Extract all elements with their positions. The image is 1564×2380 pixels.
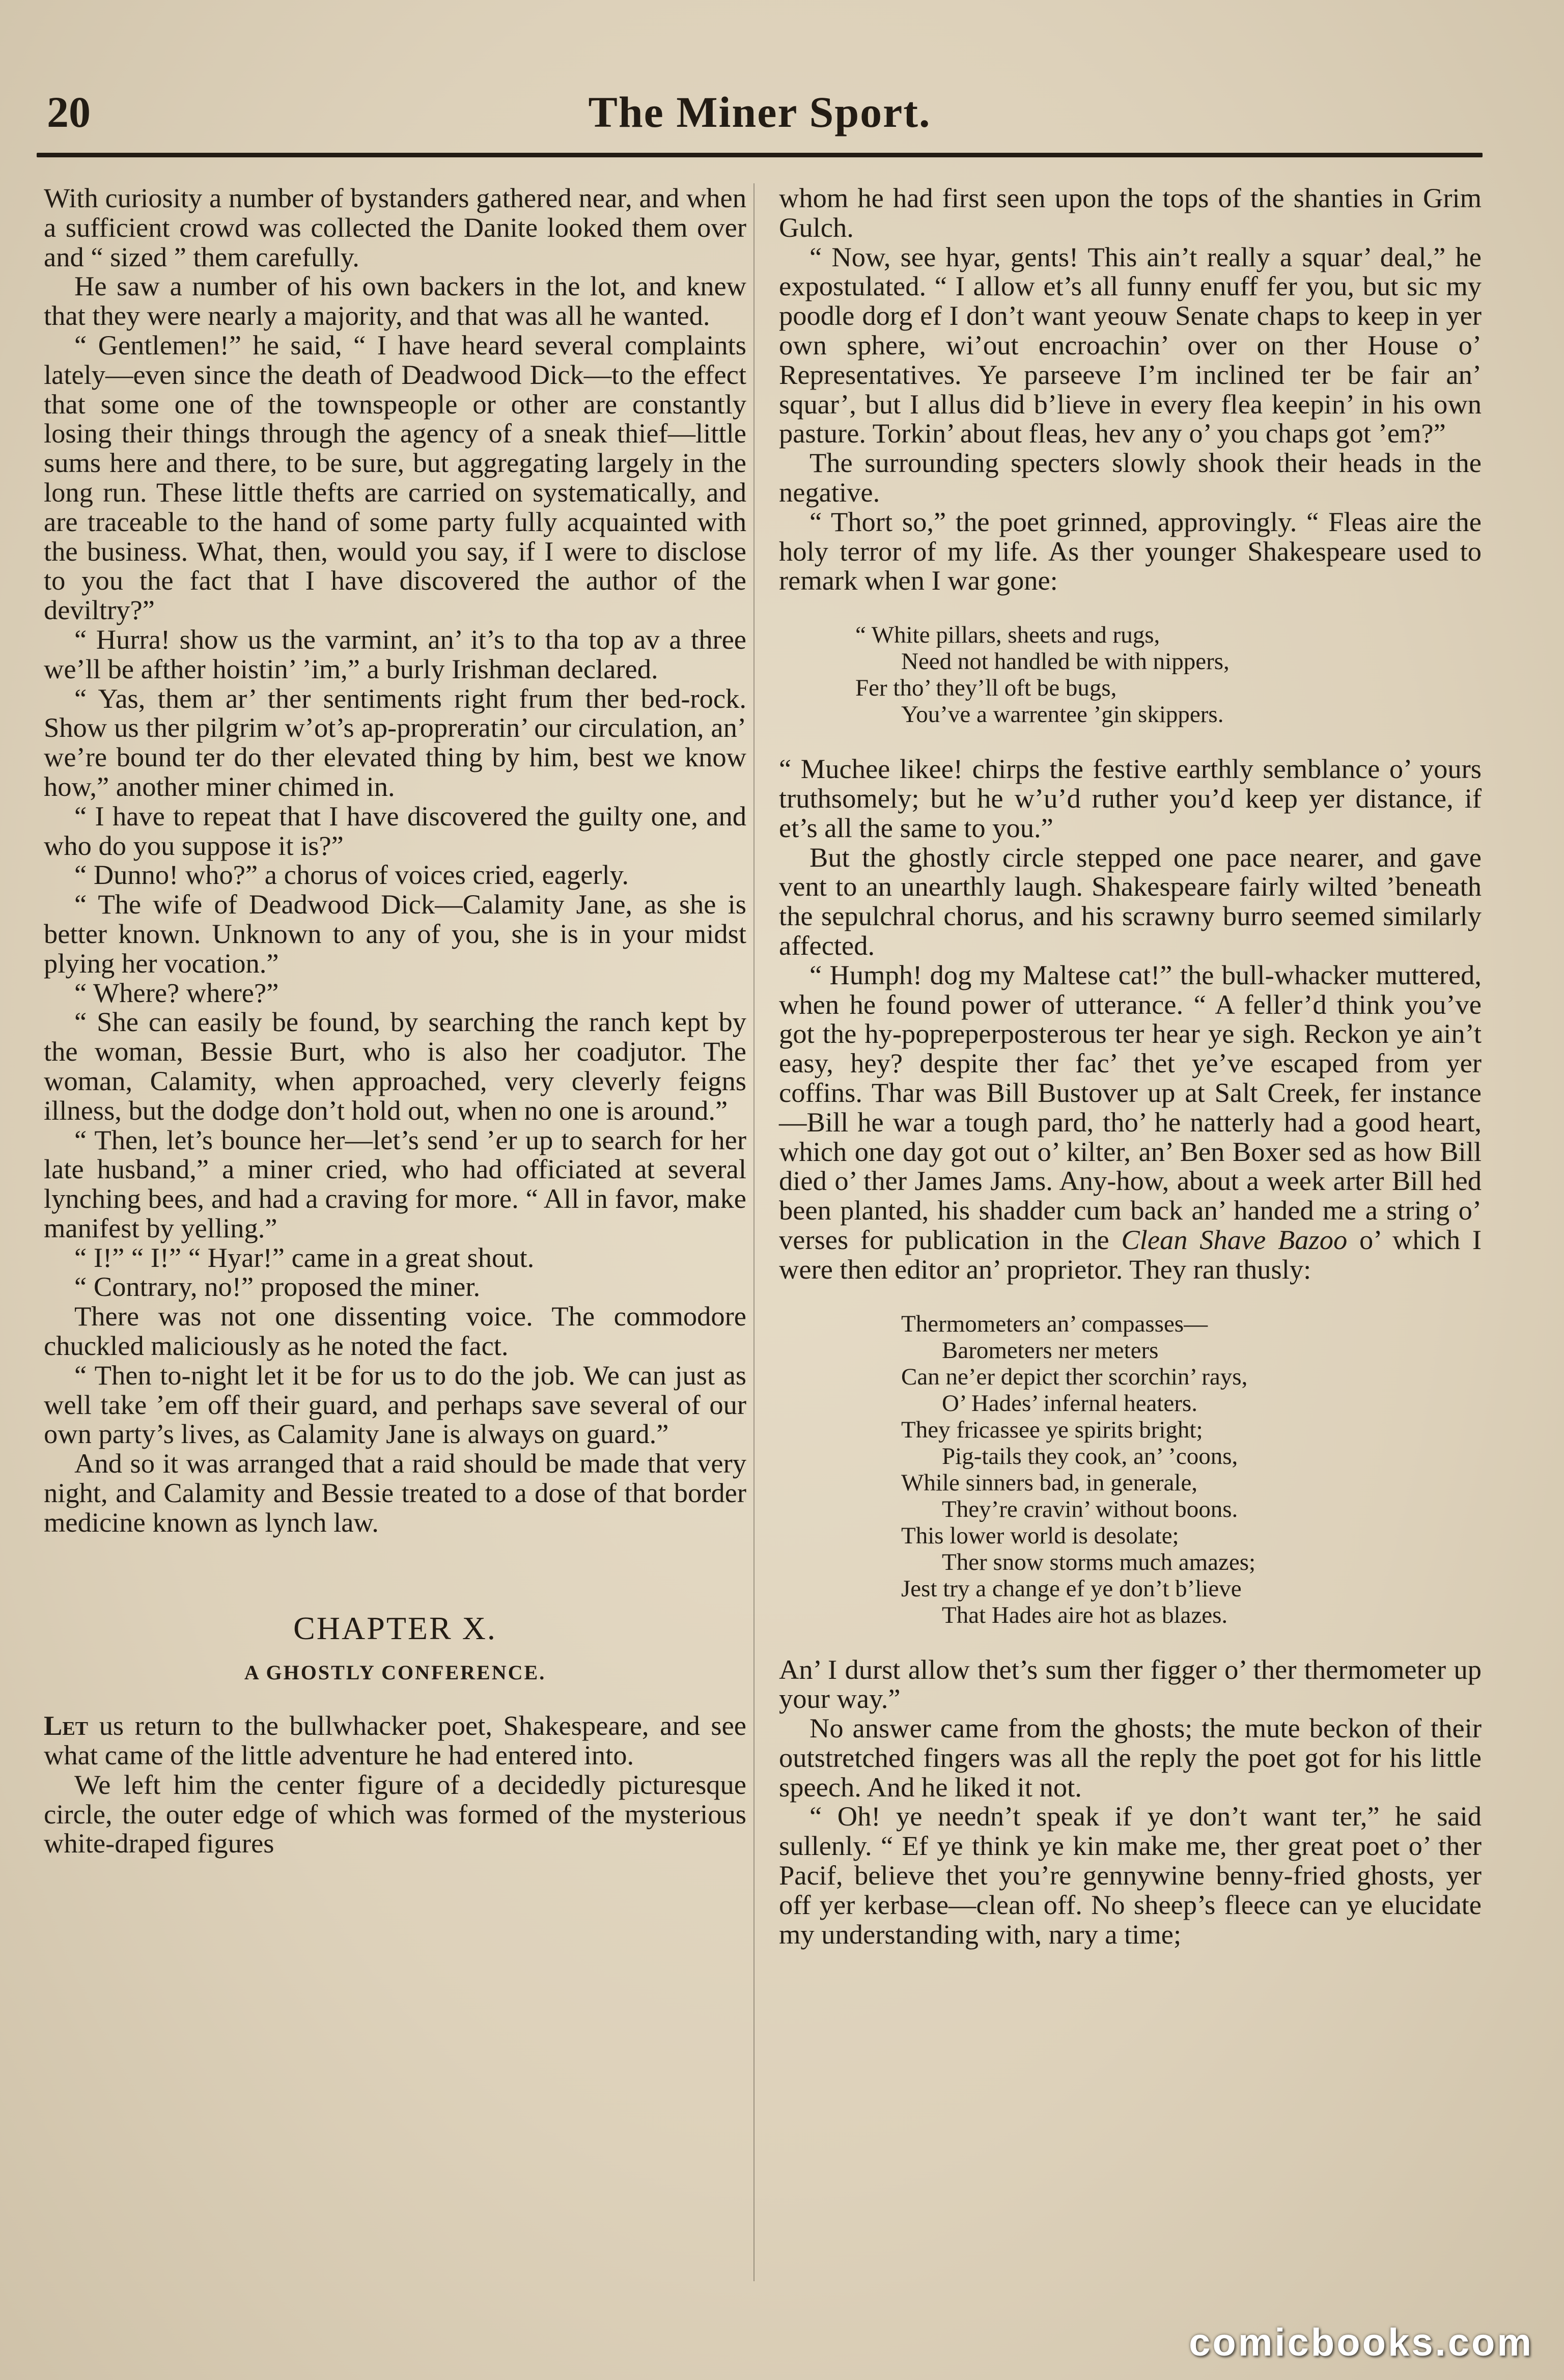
verse-line: You’ve a warrentee ’gin skippers. — [901, 701, 1224, 728]
header-rule — [37, 153, 1483, 157]
paragraph: “ Dunno! who?” a chorus of voices cried, eagerly. — [74, 859, 629, 891]
column-divider — [753, 183, 755, 2281]
verse-line: That Hades aire hot as blazes. — [942, 1601, 1228, 1628]
paragraph: But the ghostly circle stepped one pace nearer, and gave vent to an unearthly laugh. Shakespeare fairly wilted ’beneath the sepulchral chorus, and his scrawny burro seemed similarly affected. — [779, 841, 1482, 961]
paragraph: “ The wife of Deadwood Dick—Calamity Jane, as she is better known. Unknown to any of you, she is in your midst plying her vocation.” — [44, 889, 746, 979]
chapter-heading — [44, 1610, 746, 1688]
verse-line: Can ne’er depict ther scorchin’ rays, — [901, 1363, 1248, 1390]
paragraph-text: “ Humph! dog my Maltese cat!” the bull-whacker muttered, when he found power of utterance. “ A feller’d think you’ve got the hy-popreperposterous ter hear ye sigh. Reckon ye ain’t easy, hey? despite ther fac’ thet ye’ve escaped from yer coffins. Thar was Bill Bustover up at Salt Creek, fer instance—Bill he war a tough pard, tho’ he natterly had a good heart, which one day got out o’ kilter, an’ Ben Boxer sed as how Bill died o’ ther James Jams. Any-how, about a week arter Bill hed been planted, his shadder cum back an’ handed me a string o’ verses for publication in the — [779, 959, 1482, 1255]
right-column — [779, 183, 1482, 1949]
italic-title: Clean Shave Bazoo — [1121, 1224, 1348, 1255]
paragraph: With curiosity a number of bystanders gathered near, and when a sufficient crowd was collected the Danite looked them over and “ sized ” them carefully. — [44, 182, 746, 272]
paragraph: “ Hurra! show us the varmint, an’ it’s to tha top av a three we’ll be afther hoistin’ ’im,” a burly Irishman declared. — [44, 623, 746, 684]
verse-block — [779, 622, 1482, 728]
paragraph: There was not one dissenting voice. The commodore chuckled maliciously as he noted the fact. — [44, 1300, 746, 1362]
paragraph: “ Now, see hyar, gents! This ain’t really a squar’ deal,” he expostulated. “ I allow et’s all funny enuff fer you, but sic my poodle dorg ef I don’t want yeouw Senate chaps to keep in yer own sphere, wi’out encroachin’ over on ther House o’ Representatives. Ye parseeve I’m inclined ter be fair an’ squar’, but I allus did b’lieve in every flea keepin’ in his own pasture. Torkin’ about fleas, hev any o’ you chaps got ’em?” — [779, 241, 1482, 449]
paragraph: “ Thort so,” the poet grinned, approvingly. “ Fleas aire the holy terror of my life. As ther younger Shakespeare used to remark when I war gone: — [779, 506, 1482, 596]
paragraph: “ Then to-night let it be for us to do the job. We can just as well take ’em off their guard, and perhaps save several of our own party’s lives, as Calamity Jane is always on guard.” — [44, 1359, 746, 1450]
paragraph-text: o’ which I were then editor an’ proprietor. They ran thusly: — [779, 1224, 1482, 1285]
page-header — [37, 87, 1483, 148]
paragraph: “ Yas, them ar’ ther sentiments right frum ther bed-rock. Show us ther pilgrim w’ot’s ap-propreratin’ our circulation, an’ we’re bound ter do ther elevated thing by him, best we know how,” another miner chimed in. — [44, 682, 746, 802]
paragraph: An’ I durst allow thet’s sum ther figger o’ ther thermometer up your way.” — [779, 1653, 1482, 1714]
verse-line: Jest try a change ef ye don’t b’lieve — [901, 1575, 1242, 1602]
verse-line: “ White pillars, sheets and rugs, — [855, 622, 1160, 649]
paragraph: He saw a number of his own backers in the lot, and knew that they were nearly a majority, and that was all he wanted. — [44, 270, 746, 331]
paragraph: “ I have to repeat that I have discovered the guilty one, and who do you suppose it is?” — [44, 800, 746, 861]
paragraph: “ Gentlemen!” he said, “ I have heard several complaints lately—even since the death of Deadwood Dick—to the effect that some one of the townspeople or other are constantly losing their things through the agency of a sneak thief—little sums here and there, to be sure, but aggregating largely in the long run. These little thefts are carried on systematically, and are traceable to the hand of some party fully acquainted with the business. What, then, would you say, if I were to disclose to you the fact that I have discovered the author of the deviltry?” — [44, 329, 746, 626]
page-number: 20 — [47, 88, 91, 136]
paragraph: “ Contrary, no!” proposed the miner. — [74, 1271, 481, 1303]
paragraph: “ I!” “ I!” “ Hyar!” came in a great shout. — [74, 1241, 535, 1273]
paragraph: “ Oh! ye needn’t speak if ye don’t want ter,” he said sullenly. “ Ef ye think ye kin make me, ther great poet o’ ther Pacif, believe thet you’re gennywine benny-fried ghosts, yer off yer kerbase—clean off. No sheep’s fleece can ye elucidate my understanding with, nary a time; — [779, 1801, 1482, 1950]
verse-block — [779, 1311, 1482, 1628]
page-title: The Miner Sport. — [588, 88, 931, 136]
verse-line: Fer tho’ they’ll oft be bugs, — [855, 675, 1117, 702]
chapter-title: CHAPTER X. — [293, 1610, 497, 1646]
verse-line: Barometers ner meters — [942, 1337, 1159, 1364]
paragraph: whom he had first seen upon the tops of the shanties in Grim Gulch. — [779, 182, 1482, 243]
chapter-subtitle: A GHOSTLY CONFERENCE. — [244, 1661, 546, 1684]
watermark: comicbooks.com — [1189, 2321, 1533, 2364]
paragraph: “ Then, let’s bounce her—let’s send ’er up to search for her late husband,” a miner cried, who had officiated at several lynching bees, and had a craving for more. “ All in favor, make manifest by yelling.” — [44, 1124, 746, 1243]
paragraph — [779, 960, 1482, 1284]
verse-line: While sinners bad, in generale, — [901, 1469, 1198, 1496]
verse-line: They fricassee ye spirits bright; — [901, 1416, 1203, 1443]
verse-line: Ther snow storms much amazes; — [942, 1548, 1256, 1575]
paragraph: And so it was arranged that a raid should be made that very night, and Calamity and Bessie treated to a dose of that border medicine known as lynch law. — [44, 1448, 746, 1538]
paragraph: We left him the center figure of a decidedly picturesque circle, the outer edge of which was formed of the mysterious white-draped figures — [44, 1768, 746, 1859]
verse-line: Need not handled be with nippers, — [901, 648, 1230, 675]
paragraph: No answer came from the ghosts; the mute beckon of their outstretched fingers was all the reply the poet got for his little speech. And he liked it not. — [779, 1712, 1482, 1803]
verse-line: O’ Hades’ infernal heaters. — [942, 1390, 1197, 1417]
paragraph: “ Where? where?” — [74, 977, 279, 1008]
verse-line: Pig-tails they cook, an’ ’coons, — [942, 1443, 1238, 1470]
paragraph-text: us return to the bullwhacker poet, Shakespeare, and see what came of the little adventure he had entered into. — [44, 1710, 746, 1771]
paragraph: “ She can easily be found, by searching the ranch kept by the woman, Bessie Burt, who is also her coadjutor. The woman, Calamity, when approached, very cleverly feigns illness, but the dodge don’t hold out, when no one is around.” — [44, 1006, 746, 1126]
left-column — [44, 183, 746, 1858]
verse-line: This lower world is desolate; — [901, 1522, 1179, 1549]
verse-line: Thermometers an’ compasses— — [901, 1310, 1208, 1337]
paragraph: “ Muchee likee! chirps the festive earthly semblance o’ yours truthsomely; but he w’u’d ruther you’d keep yer distance, if et’s all the same to you.” — [779, 753, 1482, 843]
paragraph: The surrounding specters slowly shook their heads in the negative. — [779, 447, 1482, 508]
verse-line: They’re cravin’ without boons. — [942, 1496, 1238, 1523]
chapter-first-paragraph — [44, 1711, 746, 1770]
drop-word: Let — [44, 1710, 89, 1741]
